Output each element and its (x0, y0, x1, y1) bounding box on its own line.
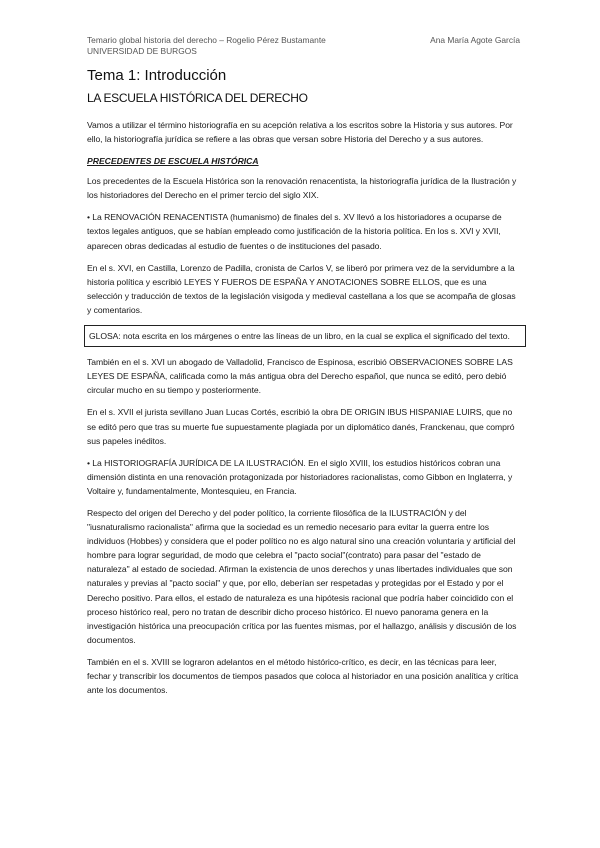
page-title: Tema 1: Introducción (87, 67, 227, 84)
page-subtitle: LA ESCUELA HISTÓRICA DEL DERECHO (87, 91, 308, 105)
glosa-text: GLOSA: nota escrita en los márgenes o entre las líneas de un libro, en la cual se explica el significado del texto. (89, 331, 510, 342)
paragraph: • La RENOVACIÓN RENACENTISTA (humanismo) de finales del s. XV llevó a los historiadores a ocuparse de textos legales antiguos, que se habían empleado como justificación de la historia política. En los s. XVI y XVII, aparecen obras dedicadas al estudio de fuentes o de instituciones del pasado. (87, 212, 502, 251)
paragraph: También en el s. XVIII se lograron adelantos en el método histórico-crítico, es decir, en las técnicas para leer, fechar y transcribir los documentos de tiempos pasados que coloca al historiador en una posición analítica y crítica ante los documentos. (87, 656, 519, 696)
header-university: UNIVERSIDAD DE BURGOS (87, 46, 197, 56)
header-author: Ana María Agote García (430, 35, 520, 45)
document-body (87, 66, 521, 705)
section-heading: PRECEDENTES DE ESCUELA HISTÓRICA (87, 156, 259, 167)
paragraph: Respecto del origen del Derecho y del poder político, la corriente filosófica de la ILUSTRACIÓN y del "iusnaturalismo racionalista" afirma que la sociedad es un remedio necesario para evitar la guerra entre los individuos (Hobbes) y considera que el poder político no es algo natural sino una creación voluntaria y artificial del hombre para lograr seguridad, de modo que celebra el "pacto social"(contrato) para pasar del "estado de naturaleza" al estado de sociedad. Afirman la existencia de unos derechos y unas libertades individuales que son naturales y previas al "pacto social" y que, por ello, deberían ser respetadas y protegidas por el Estado y por el Derecho positivo. Para ellos, el estado de naturaleza es una hipótesis racional que podría haber coincidido con el proceso histórico real, pero no tratan de describir dicho proceso histórico. El nuevo panorama genera en la investigación histórica una preocupación crítica por las fuentes mismas, por el hallazgo, análisis y discusión de los documentos. (87, 507, 517, 645)
paragraph: También en el s. XVI un abogado de Valladolid, Francisco de Espinosa, escribió OBSERVACIONES SOBRE LAS LEYES DE ESPAÑA, calificada como la más antigua obra del Derecho español, que nunca se editó, pero debió circular mucho en su tiempo y posteriormente. (87, 357, 513, 396)
paragraph: En el s. XVII el jurista sevillano Juan Lucas Cortés, escribió la obra DE ORIGIN IBUS HISPANIAE LUIRS, que no se editó pero que tras su muerte fue supuestamente plagiada por un diplomático danés, Franckenau, que compró sus papeles inéditos. (87, 407, 515, 446)
header-course: Temario global historia del derecho – Rogelio Pérez Bustamante (87, 35, 326, 45)
page-header-left (87, 35, 326, 57)
intro-paragraph: Vamos a utilizar el término historiografía en su acepción relativa a los escritos sobre la Historia y sus autores. Por ello, la historiografía jurídica se refiere a las obras que versan sobre Historia del Derecho y a sus autores. (87, 120, 513, 145)
paragraph: Los precedentes de la Escuela Histórica son la renovación renacentista, la historiografía jurídica de la Ilustración y los historiadores del Derecho en el primer tercio del siglo XIX. (87, 176, 517, 201)
glosa-box (84, 325, 526, 347)
paragraph: En el s. XVI, en Castilla, Lorenzo de Padilla, cronista de Carlos V, se liberó por primera vez de la servidumbre a la historia política y escribió LEYES Y FUEROS DE ESPAÑA Y ANOTACIONES SOBRE ELLOS, que es una selección y traducción de textos de la legislación visigoda y medieval castellana a los que se acompaña de glosas y comentarios. (87, 262, 516, 315)
paragraph: • La HISTORIOGRAFÍA JURÍDICA DE LA ILUSTRACIÓN. En el siglo XVIII, los estudios históricos cobran una dimensión distinta en una renovación protagonizada por historiadores racionalistas, como Gibbon en Inglaterra, y Voltaire y, fundamentalmente, Montesquieu, en Francia. (87, 457, 513, 496)
